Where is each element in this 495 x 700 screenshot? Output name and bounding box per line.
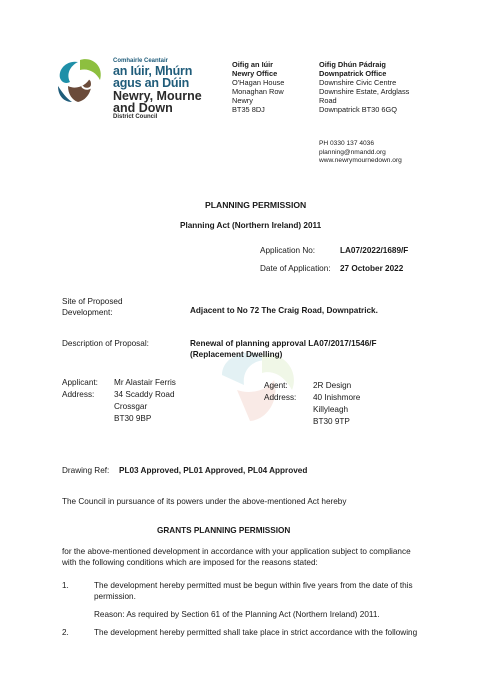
agent-name: 2R Design: [313, 381, 352, 390]
newry-office-line: BT35 8DJ: [232, 105, 265, 114]
downpatrick-office-line: Downpatrick BT30 6GQ: [319, 105, 398, 114]
newry-office-line: O'Hagan House: [232, 78, 285, 87]
agent-address-line: 40 Inishmore: [313, 393, 361, 402]
council-statement: The Council in pursuance of its powers under the above-mentioned Act hereby: [62, 497, 347, 506]
downpatrick-office-line: Road: [319, 96, 337, 105]
agent-address-line: BT30 9TP: [313, 417, 350, 426]
condition-text-line1: The development hereby permitted shall take place in strict accordance with the following: [94, 628, 418, 637]
newry-office-line: Newry: [232, 96, 253, 105]
planning-act: Planning Act (Northern Ireland) 2011: [180, 221, 322, 230]
agent-label: Agent:: [264, 381, 288, 390]
applicant-address-line: BT30 9BP: [114, 414, 152, 423]
condition-text-line2: permission.: [94, 592, 136, 601]
agent-address-line: Killyleagh: [313, 405, 349, 414]
condition-text-line1: The development hereby permitted must be begun within five years from the date of this: [94, 581, 413, 590]
site-label-line1: Site of Proposed: [62, 297, 123, 306]
applicant-address-line: 34 Scaddy Road: [114, 390, 175, 399]
council-english-small: District Council: [113, 114, 158, 120]
document-title: PLANNING PERMISSION: [205, 200, 307, 210]
council-gaelic-name-line2: agus an Dúin: [113, 76, 190, 90]
condition-number: 1.: [62, 581, 69, 590]
application-no-label: Application No:: [260, 246, 316, 255]
applicant-address-line: Crossgar: [114, 402, 148, 411]
site-of-development: Adjacent to No 72 The Craig Road, Downpatrick.: [190, 306, 378, 315]
downpatrick-office-title-gaelic: Oifig Dhún Pádraig: [319, 60, 386, 69]
date-of-application: 27 October 2022: [340, 264, 404, 273]
website-address: www.newrymournedown.org: [319, 157, 402, 164]
drawing-ref: PL03 Approved, PL01 Approved, PL04 Approved: [119, 466, 308, 475]
applicant-label: Applicant:: [62, 378, 98, 387]
phone-number: PH 0330 137 4036: [319, 140, 374, 147]
newry-office-line: Monaghan Row: [232, 87, 284, 96]
proposal-label: Description of Proposal:: [62, 339, 149, 348]
date-of-application-label: Date of Application:: [260, 264, 331, 273]
application-no: LA07/2022/1689/F: [340, 246, 409, 255]
downpatrick-office-address: [319, 60, 409, 114]
council-gaelic-name-line1: an Iúir, Mhúrn: [113, 64, 193, 78]
agent-address-label: Address:: [264, 393, 297, 402]
council-english-name-line2: and Down: [113, 101, 173, 115]
newry-office-title: Newry Office: [232, 69, 278, 78]
council-gaelic-small: Comhairle Ceantair: [113, 58, 169, 64]
grants-heading: GRANTS PLANNING PERMISSION: [157, 526, 291, 535]
drawing-ref-label: Drawing Ref:: [62, 466, 110, 475]
applicant-name: Mr Alastair Ferris: [114, 378, 176, 387]
newry-office-title-gaelic: Oifig an Iúir: [232, 60, 274, 69]
newry-office-address: [232, 60, 284, 114]
for-text-line1: for the above-mentioned development in accordance with your application subject to compliance: [62, 547, 411, 556]
applicant-address-label: Address:: [62, 390, 95, 399]
condition-reason: Reason: As required by Section 61 of the Planning Act (Northern Ireland) 2011.: [94, 610, 380, 619]
downpatrick-office-line: Downshire Civic Centre: [319, 78, 397, 87]
proposal-line1: Renewal of planning approval LA07/2017/1546/F: [190, 339, 377, 348]
email-address: planning@nmandd.org: [319, 148, 386, 156]
for-text-line2: with the following conditions which are imposed for the reasons stated:: [62, 558, 318, 567]
condition-number: 2.: [62, 628, 69, 637]
contact-details: [319, 140, 402, 166]
downpatrick-office-line: Downshire Estate, Ardglass: [319, 87, 410, 96]
site-label-line2: Development:: [62, 308, 113, 317]
proposal-line2: (Replacement Dwelling): [190, 350, 283, 359]
council-english-name-line1: Newry, Mourne: [113, 89, 202, 103]
downpatrick-office-title: Downpatrick Office: [319, 69, 387, 78]
council-logo: [56, 56, 108, 106]
council-name: [113, 58, 202, 121]
